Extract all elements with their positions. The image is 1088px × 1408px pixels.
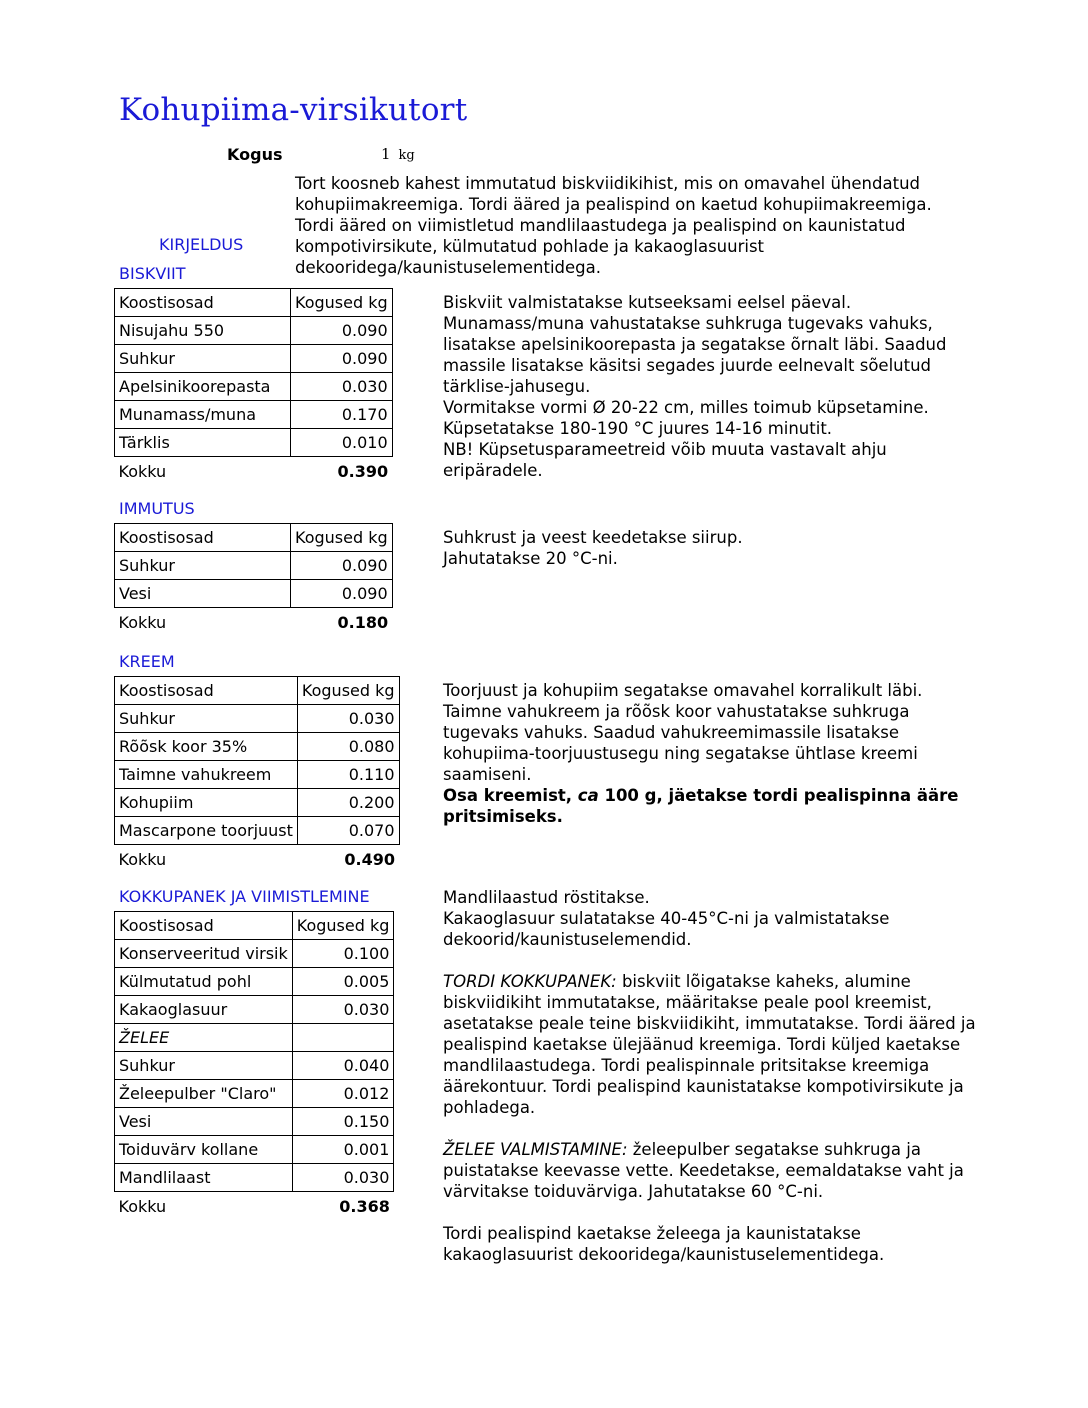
ingredients-table-biskviit [114,288,393,485]
table-row [115,1052,394,1080]
table-row [115,733,400,761]
jelly-text: želeepulber segatakse suhkruga ja puistatakse keevasse vette. Keedetakse, eemaldatakse vaht ja värvitakse toiduvärviga. Jahutatakse 60 °C-ni. [443,1140,964,1201]
note-part: Osa kreemist, [443,786,578,805]
column-header-quantity: Kogused kg [291,289,393,317]
ingredient-name: Toiduvärv kollane [115,1136,293,1164]
ingredient-qty: 0.110 [297,761,399,789]
quantity-value [381,145,415,163]
table-row-subheading [115,1024,394,1052]
total-label: Kokku [118,849,167,869]
section-heading-kreem: KREEM [119,652,175,671]
ingredient-name: Suhkur [115,1052,293,1080]
section-heading-biskviit: BISKVIIT [119,264,186,283]
ingredient-name: Vesi [115,1108,293,1136]
column-header-quantity: Kogused kg [297,677,399,705]
ingredient-qty [292,1024,394,1052]
table-row [115,552,393,580]
instruction-line: Kakaoglasuur sulatatakse 40-45°C-ni ja valmistatakse dekoorid/kaunistuselemendid. [443,909,890,949]
note-part: 100 g, jäetakse tordi pealispinna ääre pritsimiseks. [443,786,959,826]
total-value: 0.180 [337,612,389,632]
table-row [115,968,394,996]
ingredient-qty: 0.090 [291,552,393,580]
subheading-zelee: ŽELEE [115,1024,293,1052]
table-row [115,1164,394,1192]
column-header-quantity: Kogused kg [292,912,394,940]
total-value: 0.390 [337,461,389,481]
total-value: 0.368 [339,1196,390,1216]
ingredient-name: Tärklis [115,429,291,457]
column-header-ingredients: Koostisosad [115,677,298,705]
ingredient-name: Kohupiim [115,789,298,817]
ingredient-qty: 0.010 [291,429,393,457]
note-ca: ca [577,786,599,805]
table-row [115,1136,394,1164]
instruction-line: Suhkrust ja veest keedetakse siirup. [443,528,743,547]
ingredients-table-kokkupanek [114,911,394,1220]
table-row [115,789,400,817]
table-row [115,1080,394,1108]
table-row [115,1108,394,1136]
table-header-row [115,524,393,552]
recipe-title: Kohupiima-virsikutort [119,92,468,128]
instruction-line: Munamass/muna vahustatakse suhkruga tugevaks vahuks, lisatakse apelsinikoorepasta ja segatakse õrnalt läbi. Saadud massile lisatakse käsitsi segades juurde eelnevalt sõelutud tärklise-jahusegu. [443,314,947,396]
column-header-ingredients: Koostisosad [115,524,291,552]
table-row [115,317,393,345]
section-heading-immutus: IMMUTUS [119,499,195,518]
ingredient-qty: 0.090 [291,317,393,345]
ingredient-name: Vesi [115,580,291,608]
instruction-line: Vormitakse vormi Ø 20-22 cm, milles toimub küpsetamine. [443,398,929,417]
instructions-biskviit [443,292,983,481]
jelly-label: ŽELEE VALMISTAMINE: [443,1140,628,1159]
instruction-line: Biskviit valmistatakse kutseeksami eelsel päeval. [443,293,852,312]
ingredient-name: Nisujahu 550 [115,317,291,345]
total-value: 0.490 [344,849,396,869]
section-heading-kokkupanek: KOKKUPANEK JA VIIMISTLEMINE [119,887,370,906]
table-row [115,373,393,401]
ingredient-name: Apelsinikoorepasta [115,373,291,401]
quantity-number: 1 [381,145,391,163]
total-label: Kokku [118,1196,167,1216]
ingredients-table-immutus [114,523,393,636]
table-header-row [115,289,393,317]
table-row [115,401,393,429]
column-header-quantity: Kogused kg [291,524,393,552]
ingredient-name: Taimne vahukreem [115,761,298,789]
instructions-immutus [443,527,983,569]
jelly-paragraph [443,1139,983,1202]
ingredient-name: Želeepulber "Claro" [115,1080,293,1108]
quantity-label: Kogus [227,145,283,164]
instructions-kreem [443,680,983,827]
ingredient-name: Külmutatud pohl [115,968,293,996]
table-row [115,345,393,373]
ingredient-qty: 0.030 [292,1164,394,1192]
table-row [115,705,400,733]
instruction-line: NB! Küpsetusparameetreid võib muuta vastavalt ahju eripäradele. [443,440,887,480]
ingredient-name: Konserveeritud virsik [115,940,293,968]
ingredient-name: Munamass/muna [115,401,291,429]
total-row [115,457,393,486]
ingredient-name: Kakaoglasuur [115,996,293,1024]
total-label: Kokku [118,461,167,481]
ingredient-qty: 0.150 [292,1108,394,1136]
total-row [115,1192,394,1221]
instruction-line: Küpsetatakse 180-190 °C juures 14-16 minutit. [443,419,833,438]
instruction-line: Jahutatakse 20 °C-ni. [443,549,618,568]
ingredient-name: Rõõsk koor 35% [115,733,298,761]
table-row [115,996,394,1024]
instruction-line: Mandlilaastud röstitakse. [443,888,650,907]
instruction-note [443,785,983,827]
table-row [115,940,394,968]
table-row [115,580,393,608]
ingredient-name: Suhkur [115,705,298,733]
total-row [115,845,400,874]
description-text: Tort koosneb kahest immutatud biskviidikihist, mis on omavahel ühendatud kohupiimakreemiga. Tordi ääred ja pealispind on kaetud kohupiimakreemiga. Tordi ääred on viimistletud mandlilaastudega ja pealispind on kaunistatud kompotivirsikute, külmutatud pohlade ja kakaoglasuurist dekooridega/kaunistuselementidega. [295,174,932,277]
ingredient-qty: 0.030 [292,996,394,1024]
table-row [115,817,400,845]
final-paragraph: Tordi pealispind kaetakse želeega ja kaunistatakse kakaoglasuurist dekooridega/kaunistuselementidega. [443,1224,885,1264]
assembly-label: TORDI KOKKUPANEK: [443,972,617,991]
ingredient-qty: 0.070 [297,817,399,845]
table-header-row [115,912,394,940]
ingredient-name: Suhkur [115,345,291,373]
ingredient-name: Mandlilaast [115,1164,293,1192]
instruction-paragraph: Toorjuust ja kohupiim segatakse omavahel korralikult läbi. Taimne vahukreem ja rõõsk koor vahustatakse suhkruga tugevaks vahuks. Saadud vahukreemimassile lisatakse kohupiima-toorjuustusegu ning segatakse ühtlase kreemi saamiseni. [443,681,923,784]
description-label: KIRJELDUS [159,235,244,254]
ingredient-qty: 0.030 [291,373,393,401]
ingredient-qty: 0.040 [292,1052,394,1080]
ingredient-qty: 0.090 [291,345,393,373]
total-row [115,608,393,637]
ingredient-qty: 0.030 [297,705,399,733]
ingredient-qty: 0.170 [291,401,393,429]
ingredients-table-kreem [114,676,400,873]
column-header-ingredients: Koostisosad [115,289,291,317]
ingredient-name: Mascarpone toorjuust [115,817,298,845]
ingredient-name: Suhkur [115,552,291,580]
column-header-ingredients: Koostisosad [115,912,293,940]
table-row [115,761,400,789]
assembly-text: biskviit lõigatakse kaheks, alumine biskviidikiht immutatakse, määritakse peale pool kreemist, asetatakse peale teine biskviidikiht, immutatakse. Tordi ääred ja pealispind kaetakse ülejäänud kreemiga. Tordi küljed kaetakse mandlilaastudega. Tordi pealispinnale pritsitakse kreemiga äärekontuur. Tordi pealispind kaunistatakse kompotivirsikute ja pohladega. [443,972,976,1117]
assembly-paragraph [443,971,983,1118]
ingredient-qty: 0.001 [292,1136,394,1164]
ingredient-qty: 0.200 [297,789,399,817]
ingredient-qty: 0.090 [291,580,393,608]
table-row [115,429,393,457]
ingredient-qty: 0.012 [292,1080,394,1108]
ingredient-qty: 0.080 [297,733,399,761]
total-label: Kokku [118,612,167,632]
ingredient-qty: 0.100 [292,940,394,968]
instructions-kokkupanek [443,887,983,1265]
quantity-unit: kg [398,148,415,163]
table-header-row [115,677,400,705]
ingredient-qty: 0.005 [292,968,394,996]
